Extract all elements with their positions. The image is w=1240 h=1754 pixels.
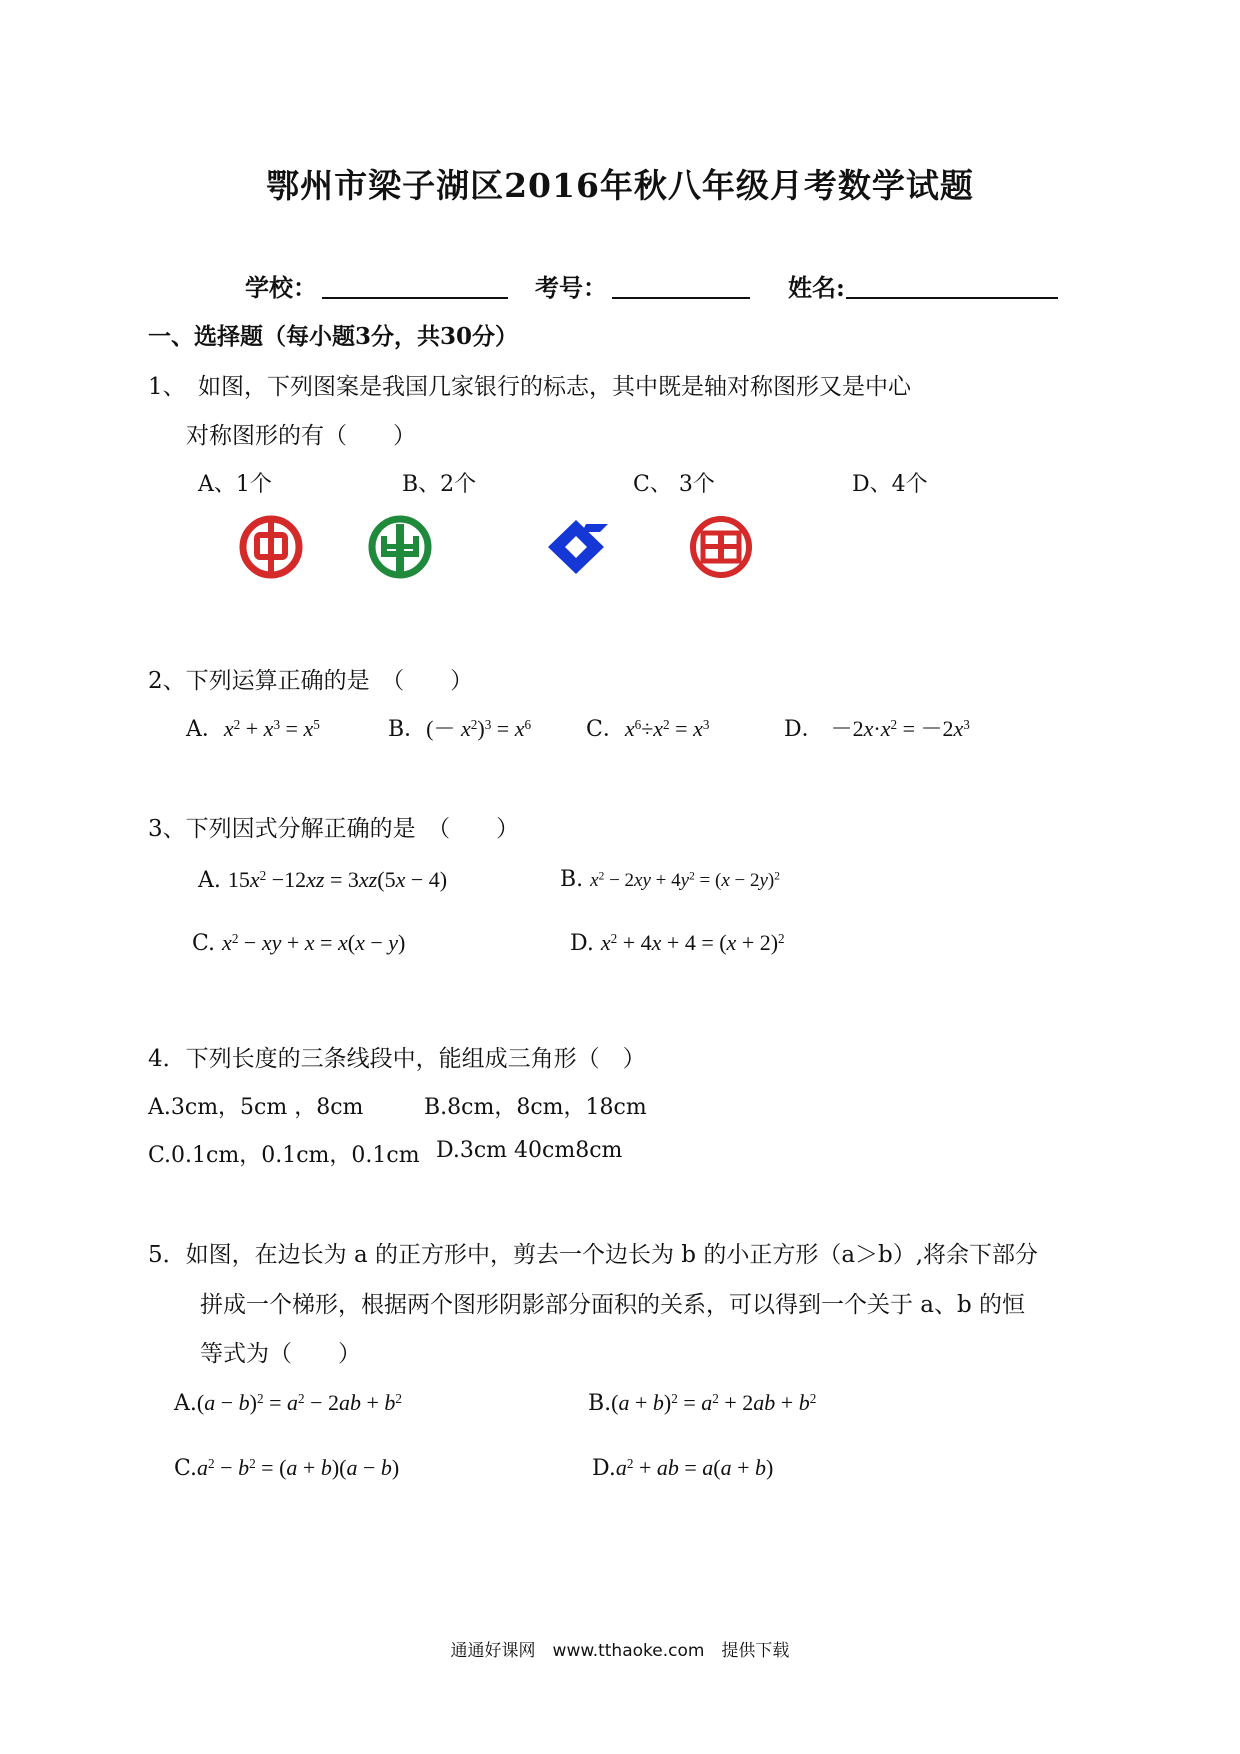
icbc-logo xyxy=(686,514,756,580)
q5-stem-line2: 拼成一个梯形，根据两个图形阴影部分面积的关系，可以得到一个关于 a、b 的恒 xyxy=(200,1292,1026,1318)
q3-b-label: B. xyxy=(560,867,584,892)
q4-option-b: B.8cm，8cm，18cm xyxy=(424,1095,647,1120)
q2-b-label: B． xyxy=(388,717,427,742)
q2-option-d: D． $-2x\cdot x^2 = -2x^3$ xyxy=(784,716,970,742)
school-input-line[interactable] xyxy=(322,297,508,299)
q5-option-a: $A.(a - b)^2 = a^2 - 2ab + b^2$ xyxy=(174,1390,403,1416)
exam-no-label: 考号： xyxy=(535,273,607,302)
q3-d-label: D. xyxy=(570,931,594,956)
q3-option-c: C. $x^2$ − xy + x = x(x − y) xyxy=(192,930,406,956)
q4-option-d: D.3cm 40cm8cm xyxy=(436,1138,623,1163)
q5-stem-line3: 等式为（ ） xyxy=(200,1341,361,1367)
q5-option-c: $C.a^2 - b^2 = (a + b)(a - b)$ xyxy=(174,1455,400,1481)
q4-stem: 4．下列长度的三条线段中，能组成三角形（ ） xyxy=(148,1046,646,1072)
q5-a-label: A. xyxy=(174,1391,197,1416)
q1-option-c: C、 3个 xyxy=(633,472,715,497)
q1-stem-line2: 对称图形的有（ ） xyxy=(186,423,416,449)
q1-option-b: B、2个 xyxy=(402,472,477,497)
q5-stem-line1: 5．如图，在边长为 a 的正方形中，剪去一个边长为 b 的小正方形（a＞b）,将余下部分 xyxy=(148,1242,1039,1268)
q2-c-label: C． xyxy=(586,717,625,742)
q2-option-c: C．$x^6\div x^2 = x^3$ xyxy=(586,716,710,742)
school-label: 学校： xyxy=(245,273,317,302)
q3-option-b: B. $x^2 - 2xy + 4y^2 = (x - 2y)^2$ xyxy=(560,867,780,892)
exam-no-input-line[interactable] xyxy=(612,297,750,299)
q2-d-label: D． xyxy=(784,717,824,742)
q3-a-label: A. xyxy=(198,868,221,893)
q5-option-b: $B.(a + b)^2 = a^2 + 2ab + b^2$ xyxy=(588,1390,817,1416)
q3-c-label: C. xyxy=(192,931,216,956)
construction-bank-logo xyxy=(542,516,610,578)
footer-text: 通通好课网 www.tthaoke.com 提供下载 xyxy=(450,1641,790,1661)
q5-option-d: $D.a^2$ + ab = a(a + b) xyxy=(592,1455,774,1481)
q2-option-a: A．$x^2 + x^3 = x^5$ xyxy=(186,716,320,742)
bank-of-china-logo xyxy=(236,514,306,580)
q5-d-label: D. xyxy=(592,1456,616,1481)
q1-option-d: D、4个 xyxy=(852,472,928,497)
page-title: 鄂州市梁子湖区2016年秋八年级月考数学试题 xyxy=(266,166,974,205)
name-input-line[interactable] xyxy=(846,297,1058,299)
q5-c-label: C. xyxy=(174,1456,198,1481)
q1-number: 1、 xyxy=(148,374,186,400)
q2-stem: 2、下列运算正确的是 （ ） xyxy=(148,668,474,694)
name-label: 姓名: xyxy=(788,273,845,302)
q3-option-a: A. $15x^2 -12xz = 3xz(5x - 4)$ xyxy=(198,867,448,893)
q2-option-b: B．(－ $x^2)^3 = x^6$ xyxy=(388,716,532,742)
q1-option-a: A、1个 xyxy=(198,472,272,497)
q3-stem: 3、下列因式分解正确的是 （ ） xyxy=(148,816,520,842)
q1-stem-line1: 如图，下列图案是我国几家银行的标志，其中既是轴对称图形又是中心 xyxy=(198,374,911,400)
q3-option-d: D. $x^2 + 4x + 4 = (x + 2)^2$ xyxy=(570,930,785,956)
q4-option-a: A.3cm，5cm ，8cm xyxy=(148,1095,364,1120)
q4-option-c: C.0.1cm，0.1cm，0.1cm xyxy=(148,1143,420,1168)
q2-a-label: A． xyxy=(186,717,224,742)
section-heading: 一、选择题（每小题3分，共30分） xyxy=(148,323,519,350)
q5-b-label: B. xyxy=(588,1391,612,1416)
agricultural-bank-logo xyxy=(366,514,434,580)
